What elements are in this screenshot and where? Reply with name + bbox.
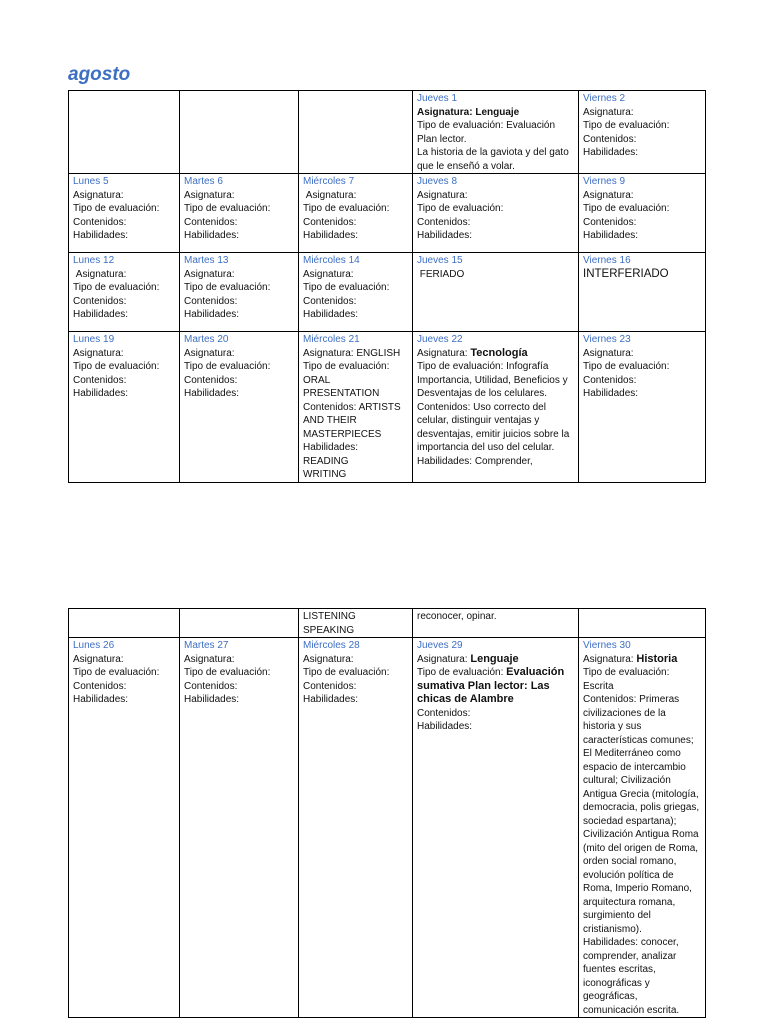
cell-text-line: Contenidos: (417, 216, 471, 228)
day-label: Lunes 12 (73, 255, 115, 266)
day-label: Viernes 23 (583, 334, 631, 345)
cell-text-line: Contenidos: (73, 374, 127, 386)
cell-text-line: Contenidos: (73, 680, 127, 692)
day-cell-viernes-23[interactable] (579, 332, 706, 483)
cell-text-line: espacio de intercambio (583, 761, 686, 773)
empty-cell (299, 91, 413, 174)
continuation-row (69, 609, 706, 638)
cell-text-line: Habilidades: (583, 230, 639, 241)
cell-text-line: Tipo de evaluación: (583, 120, 670, 131)
cell-text-line: Asignatura: (184, 347, 235, 359)
cell-text-line: Tipo de evaluación: (73, 203, 160, 214)
evaluation-prefix: Tipo de evaluación: (417, 667, 507, 678)
cell-text-line: Asignatura: (184, 189, 235, 201)
day-cell-lunes-19[interactable] (69, 332, 180, 483)
cell-text-line: Asignatura: (583, 347, 634, 359)
week-row (69, 638, 706, 1018)
cell-text-line: desventajas, emitir juicios sobre la (417, 428, 570, 440)
day-label: Viernes 2 (583, 93, 626, 104)
cell-text-line: sociedad espartana); (583, 815, 677, 827)
cell-text-line: Habilidades: (73, 309, 129, 320)
cell-text-line: Contenidos: ARTISTS (303, 401, 401, 413)
cell-text-line: Asignatura: (417, 189, 468, 201)
cell-text-line: Contenidos: (303, 216, 357, 228)
cell-text-line: MASTERPIECES (303, 428, 382, 440)
day-label: Lunes 19 (73, 334, 115, 345)
cell-text-line: Tipo de evaluación: (303, 361, 390, 372)
cell-text-line: Contenidos: Uso correcto del (417, 401, 546, 413)
subject-heading: Asignatura: Lenguaje (417, 106, 520, 118)
cell-text-line: Asignatura: (583, 106, 634, 118)
cell-text-line: Contenidos: (303, 295, 357, 307)
day-cell-martes-27[interactable] (180, 638, 299, 1018)
cell-text-line: Tipo de evaluación: (184, 203, 271, 214)
cell-text-line: Habilidades: conocer, (583, 937, 679, 948)
cell-text-line: Asignatura: (303, 653, 354, 665)
day-cell-jueves-15[interactable] (413, 253, 579, 332)
day-cell-miercoles-7[interactable] (299, 174, 413, 253)
cell-text-line: Habilidades: (73, 230, 129, 241)
cell-text-line: Tipo de evaluación: (73, 667, 160, 678)
cell-text-line: reconocer, opinar. (417, 611, 497, 622)
day-label: Miércoles 21 (303, 334, 360, 345)
cell-text-line: Tipo de evaluación: Infografía (417, 361, 549, 372)
day-label: Lunes 26 (73, 640, 115, 651)
cell-text-line: Habilidades: (73, 694, 129, 705)
subject-line (417, 347, 574, 361)
cell-text-line: Asignatura: (184, 653, 235, 665)
day-label: Miércoles 14 (303, 255, 360, 266)
week-row (69, 253, 706, 332)
cell-text-line: Habilidades: Comprender, (417, 455, 533, 467)
cell-text-line: Habilidades: (184, 388, 240, 399)
cell-text-line: fuentes escritas, (583, 964, 656, 975)
day-cell-jueves-1[interactable] (413, 91, 579, 174)
cell-text-line: FERIADO (417, 268, 465, 280)
cell-text-line: Habilidades: (184, 230, 240, 241)
cell-text-line: celular, distinguir ventajas y (417, 415, 540, 426)
continuation-cell-jueves-22[interactable] (413, 609, 579, 638)
cell-text-line: importancia del uso del celular. (417, 442, 555, 453)
cell-text-line: Tipo de evaluación: (73, 361, 160, 372)
day-cell-lunes-12[interactable] (69, 253, 180, 332)
cell-text-line: Asignatura: ENGLISH (303, 347, 401, 359)
empty-cell (69, 609, 180, 638)
subject-line (417, 653, 574, 667)
cell-text-line: Habilidades: (184, 309, 240, 320)
evaluation-name: Evaluación sumativa Plan lector: Las chicas de Alambre (417, 666, 568, 705)
cell-text-line: Contenidos: (73, 216, 127, 228)
cell-text-line: iconográficas y (583, 977, 650, 989)
week-row (69, 174, 706, 253)
cell-text-line: Asignatura: (184, 268, 235, 280)
cell-text-line: Tipo de evaluación: (303, 667, 390, 678)
cell-text-line: Desventajas de los celulares. (417, 388, 548, 399)
cell-text-line: Importancia, Utilidad, Beneficios y (417, 374, 568, 386)
day-cell-miercoles-14[interactable] (299, 253, 413, 332)
cell-text-line: Habilidades: (73, 388, 129, 399)
day-cell-martes-6[interactable] (180, 174, 299, 253)
cell-text-line: Tipo de evaluación: (583, 667, 670, 678)
cell-text-line: SPEAKING (303, 624, 355, 636)
cell-text-line: El Mediterráneo como (583, 748, 681, 759)
empty-cell (180, 609, 299, 638)
day-label: Martes 20 (184, 334, 229, 345)
subject-prefix: Asignatura: (583, 653, 637, 665)
cell-text-line: Contenidos: (583, 374, 637, 386)
cell-text-line: Contenidos: (303, 680, 357, 692)
week-row (69, 91, 706, 174)
cell-text-line: Habilidades: (417, 721, 473, 732)
cell-text-line: cristianismo). (583, 923, 642, 935)
cell-text-line: Tipo de evaluación: (583, 361, 670, 372)
day-label: Lunes 5 (73, 176, 109, 187)
calendar-table-page-2 (68, 608, 706, 1018)
cell-text-line: Asignatura: (303, 189, 357, 201)
day-label: Miércoles 28 (303, 640, 360, 651)
day-cell-martes-20[interactable] (180, 332, 299, 483)
subject-prefix: Asignatura: (417, 347, 471, 359)
day-label: Viernes 9 (583, 176, 626, 187)
cell-text-line: ORAL PRESENTATION (303, 374, 380, 399)
cell-text-line: comunicación escrita. (583, 1004, 680, 1016)
cell-text-line: Contenidos: (583, 216, 637, 228)
cell-text-line: historia y sus (583, 721, 642, 732)
cell-text-line: Tipo de evaluación: (583, 203, 670, 214)
empty-cell (69, 91, 180, 174)
cell-text-line: Tipo de evaluación: (184, 361, 271, 372)
subject-prefix: Asignatura: (417, 653, 471, 665)
day-cell-jueves-8[interactable] (413, 174, 579, 253)
subject-name: Historia (636, 652, 678, 665)
cell-text-line: cultural; Civilización (583, 775, 671, 786)
cell-text-line: READING (303, 455, 349, 467)
cell-text-line: civilizaciones de la (583, 707, 666, 719)
cell-text-line: democracia, polis griegas, (583, 802, 700, 813)
week-row (69, 332, 706, 483)
cell-text-line: Tipo de evaluación: (303, 282, 390, 293)
cell-text-line: Asignatura: (73, 189, 124, 201)
cell-text-line: Tipo de evaluación: (73, 282, 160, 293)
cell-text-line: arquitectura romana, (583, 896, 676, 908)
holiday-label: INTERFERIADO (583, 267, 669, 280)
cell-text-line: Asignatura: (303, 268, 354, 280)
cell-text-line: Antigua Grecia (mitología, (583, 788, 699, 800)
day-cell-viernes-2[interactable] (579, 91, 706, 174)
day-cell-viernes-9[interactable] (579, 174, 706, 253)
cell-text-line: Habilidades: (303, 442, 359, 453)
cell-text-line: Habilidades: (583, 147, 639, 158)
cell-text-line: evolución política de (583, 869, 674, 881)
cell-text-line: Habilidades: (303, 309, 359, 320)
day-label: Jueves 1 (417, 93, 458, 104)
cell-text-line: orden social romano, (583, 856, 677, 867)
day-label: Miércoles 7 (303, 176, 355, 187)
day-label: Jueves 22 (417, 334, 463, 345)
day-cell-miercoles-21[interactable] (299, 332, 413, 483)
continuation-cell-miercoles-21[interactable] (299, 609, 413, 638)
day-cell-jueves-29[interactable] (413, 638, 579, 1018)
cell-text-line: AND THEIR (303, 415, 357, 426)
cell-text-line: Habilidades: (184, 694, 240, 705)
cell-text-line: Contenidos: (184, 295, 238, 307)
empty-cell (579, 609, 706, 638)
cell-text-line: WRITING (303, 469, 347, 480)
month-title: agosto (68, 64, 131, 85)
cell-text-line: Habilidades: (303, 230, 359, 241)
cell-text-line: Contenidos: (417, 707, 471, 719)
day-label: Martes 27 (184, 640, 229, 651)
cell-text-line: Contenidos: (184, 216, 238, 228)
day-label: Jueves 29 (417, 640, 463, 651)
subject-name: Tecnología (470, 346, 528, 359)
cell-text-line: Tipo de evaluación: Evaluación Plan lector. (417, 120, 558, 145)
cell-text-line: Habilidades: (417, 230, 473, 241)
cell-text-line: geográficas, (583, 991, 638, 1002)
cell-text-line: Roma, Imperio Romano, (583, 883, 692, 894)
cell-text-line: surgimiento del (583, 910, 651, 921)
cell-text-line: Contenidos: (184, 680, 238, 692)
empty-cell (180, 91, 299, 174)
cell-text-line: La historia de la gaviota y del gato que le enseñó a volar. (417, 147, 572, 172)
day-label: Martes 13 (184, 255, 229, 266)
cell-text-line: características comunes; (583, 734, 694, 746)
day-cell-martes-13[interactable] (180, 253, 299, 332)
day-label: Jueves 8 (417, 176, 458, 187)
cell-text-line: Asignatura: (583, 189, 634, 201)
cell-text-line: Escrita (583, 680, 614, 692)
cell-text-line: comprender, analizar (583, 950, 677, 962)
day-cell-lunes-5[interactable] (69, 174, 180, 253)
subject-line (583, 653, 701, 667)
cell-text-line: Contenidos: (184, 374, 238, 386)
cell-text-line: Habilidades: (303, 694, 359, 705)
day-cell-lunes-26[interactable] (69, 638, 180, 1018)
day-label: Martes 6 (184, 176, 223, 187)
day-cell-viernes-30[interactable] (579, 638, 706, 1018)
evaluation-line (417, 666, 574, 707)
day-label: Jueves 15 (417, 255, 463, 266)
cell-text-line: Tipo de evaluación: (303, 203, 390, 214)
cell-text-line: Asignatura: (73, 347, 124, 359)
calendar-table-page-1 (68, 90, 706, 483)
cell-text-line: Habilidades: (583, 388, 639, 399)
day-cell-jueves-22[interactable] (413, 332, 579, 483)
cell-text-line: Tipo de evaluación: (184, 667, 271, 678)
subject-name: Lenguaje (470, 652, 519, 665)
cell-text-line: Contenidos: (583, 133, 637, 145)
cell-text-line: Contenidos: Primeras (583, 694, 680, 705)
cell-text-line: Asignatura: (73, 268, 127, 280)
cell-text-line: LISTENING (303, 611, 356, 622)
cell-text-line: Asignatura: (73, 653, 124, 665)
cell-text-line: Tipo de evaluación: (184, 282, 271, 293)
cell-text-line: Contenidos: (73, 295, 127, 307)
day-cell-viernes-16[interactable] (579, 253, 706, 332)
day-cell-miercoles-28[interactable] (299, 638, 413, 1018)
cell-text-line: Civilización Antigua Roma (583, 829, 699, 840)
cell-text-line: Tipo de evaluación: (417, 203, 504, 214)
day-label: Viernes 16 (583, 255, 631, 266)
cell-text-line: (mito del origen de Roma, (583, 842, 699, 854)
day-label: Viernes 30 (583, 640, 631, 651)
